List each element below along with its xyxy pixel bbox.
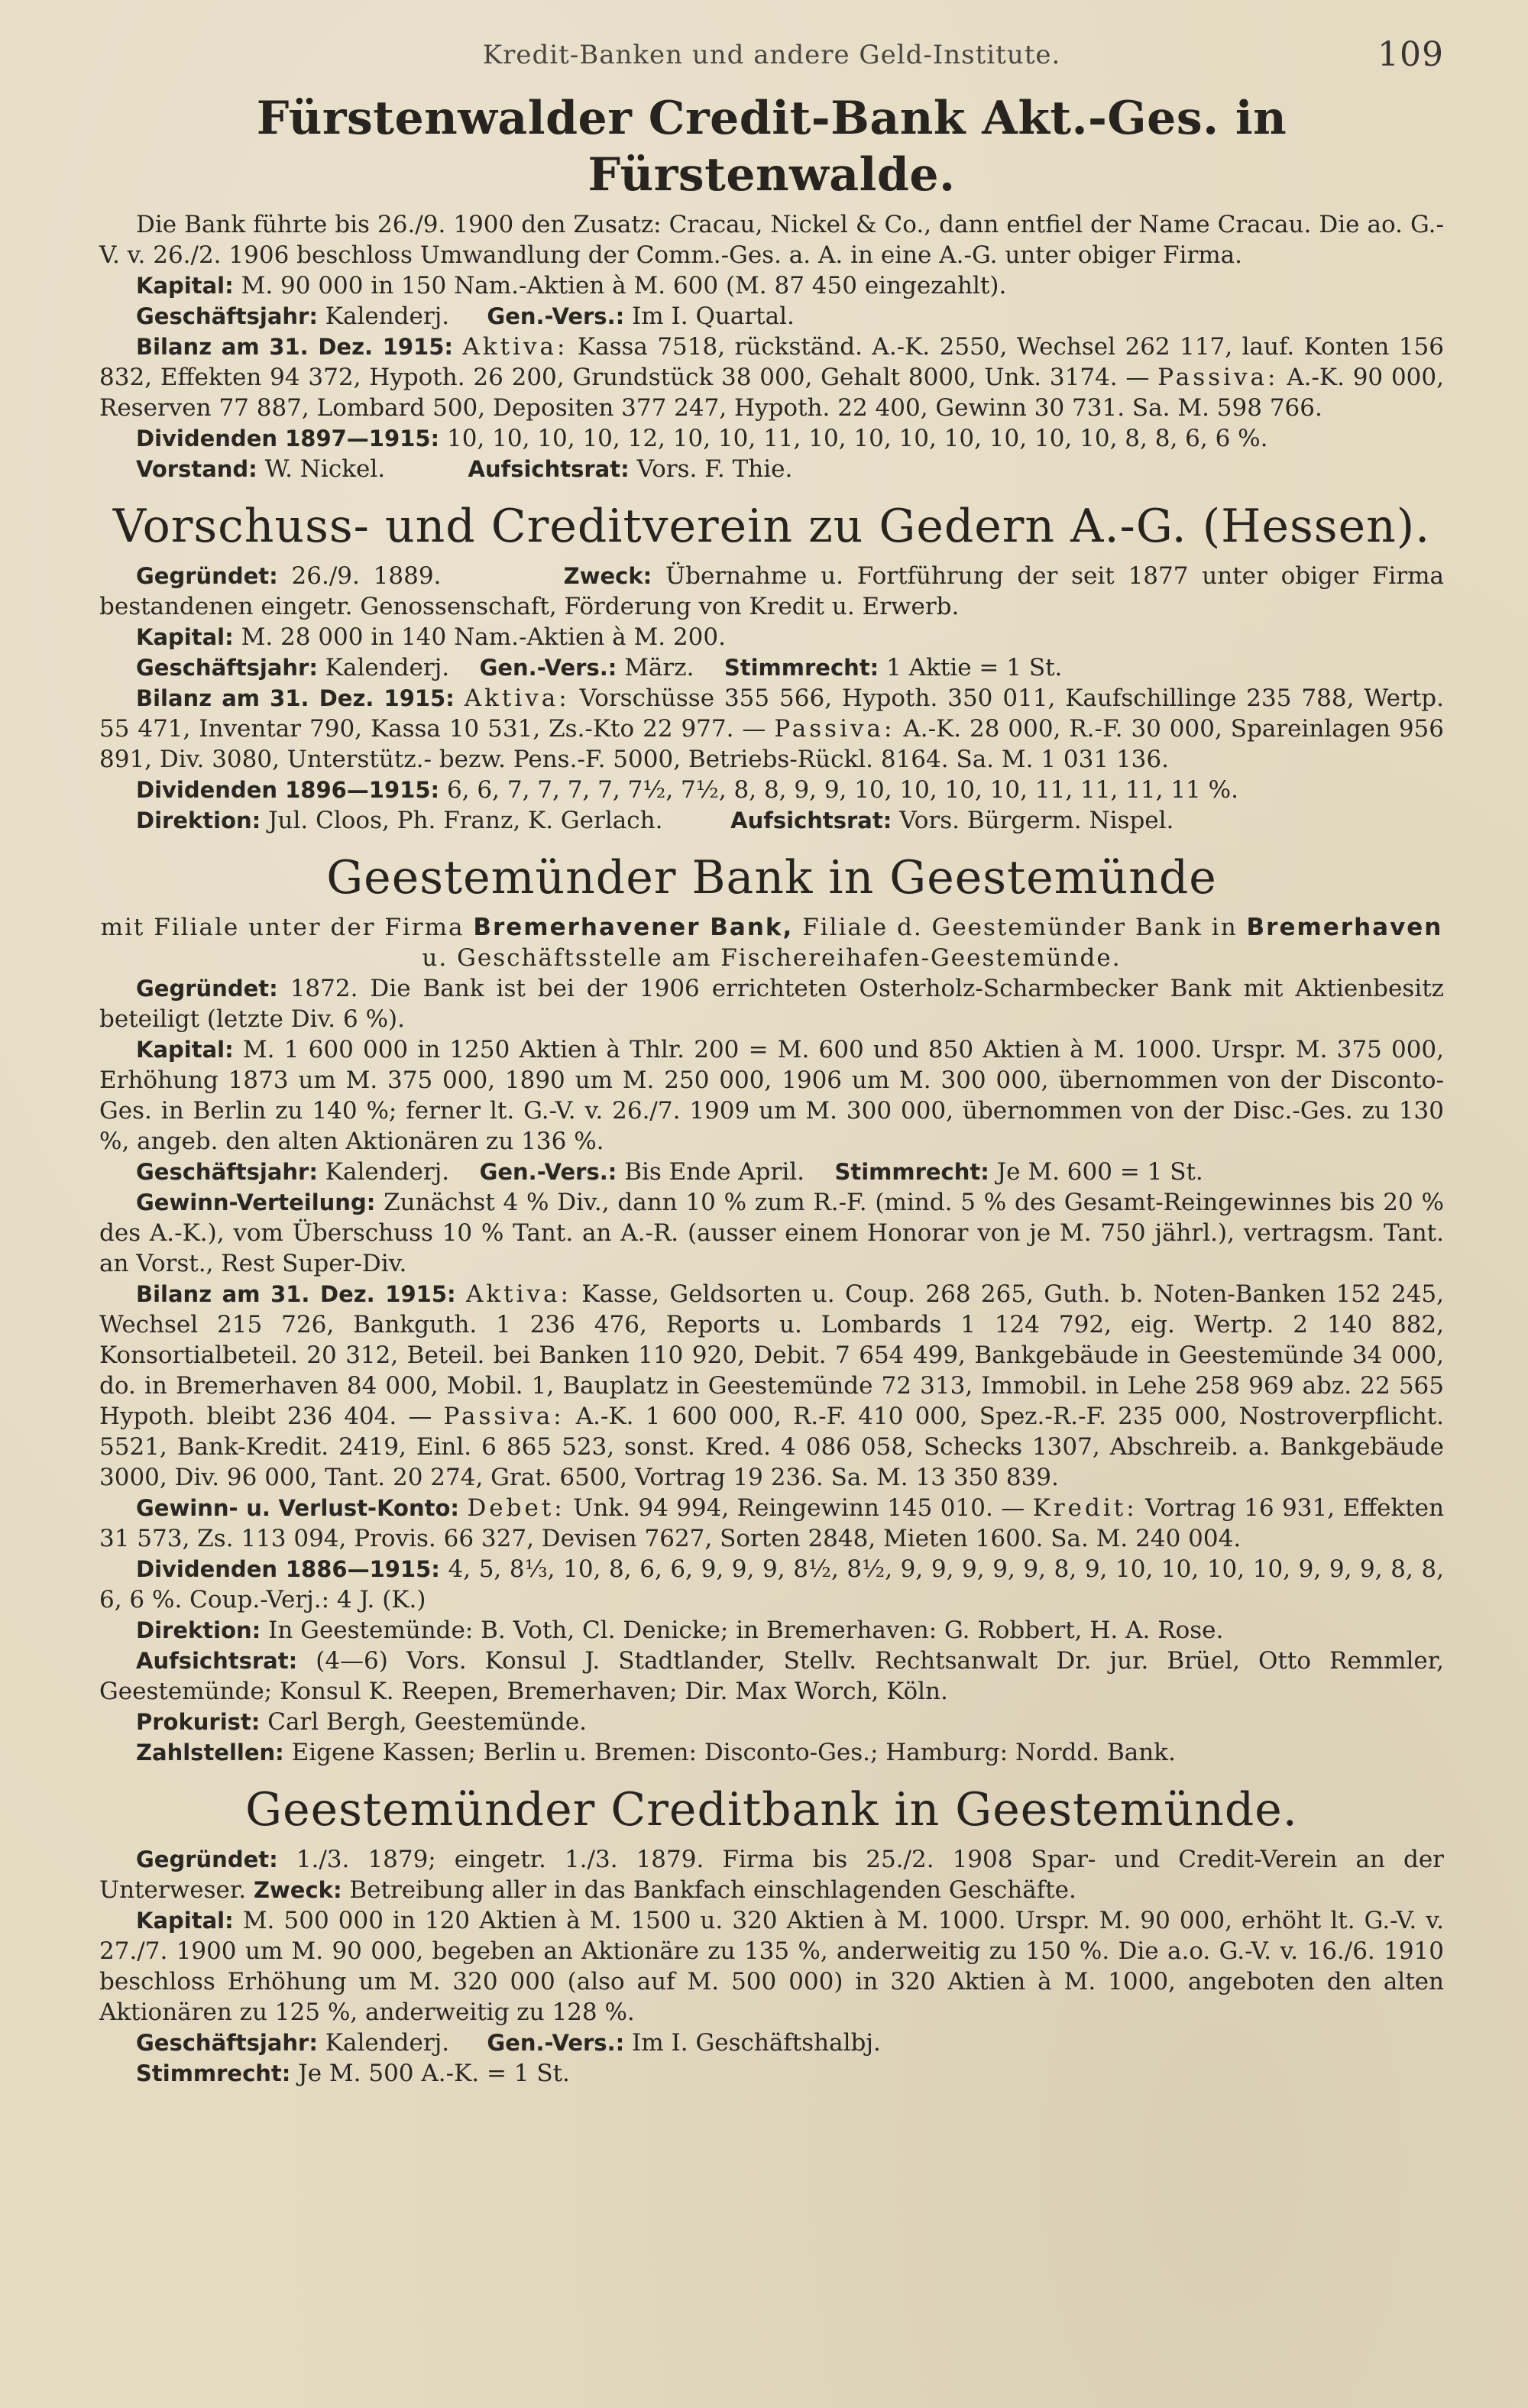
bilanz-paragraph — [99, 1279, 1444, 1493]
aufsichtsrat-text: Vors. Bürgerm. Nispel. — [899, 807, 1174, 834]
dividenden-label: Dividenden 1886—1915: — [136, 1556, 440, 1582]
gv-text: März. — [624, 654, 694, 681]
direktion-text: Jul. Cloos, Ph. Franz, K. Gerlach. — [268, 807, 663, 834]
gegruendet-paragraph — [99, 1844, 1444, 1905]
gj-label: Geschäftsjahr: — [136, 655, 318, 681]
gv-text: Im I. Geschäftshalbj. — [632, 2029, 881, 2057]
geschaeftsjahr-paragraph — [99, 1157, 1444, 1187]
passiva-text: A.-K. 1 600 000, R.-F. 410 000, Spez.-R.-F. 235 000, Nostroverpflicht. 5521, Bank-Kredit. 2419, Einl. 6 865 523, sonst. Kred. 4 086 058, Schecks 1307, Abschreib. a. Bankgebäude 3000, Div. 96 000, Tant. 20 274, Grat. 6500, Vortrag 19 236. Sa. M. 13 350 839. — [99, 1403, 1445, 1491]
subtitle-bank-name: Bremerhavener Bank, — [473, 914, 794, 941]
entry-title: Geestemünder Creditbank in Geestemünde. — [245, 1783, 1298, 1837]
dividenden-text: 4, 5, 8⅓, 10, 8, 6, 6, 9, 9, 9, 8½, 8½, 9, 9, 9, 9, 9, 8, 9, 10, 10, 10, 10, 9, 9, 9, 8, 8, 6, 6 %. Coup.-Verj.: 4 J. (K.) — [99, 1555, 1445, 1613]
prokurist-paragraph — [99, 1707, 1444, 1737]
history-paragraph: Die Bank führte bis 26./9. 1900 den Zusatz: Cracau, Nickel & Co., dann entfiel der Name Cracau. Die ao. G.-V. v. 26./2. 1906 beschloss Umwandlung der Comm.-Ges. a. A. in eine A.-G. unter obiger Firma. — [99, 211, 1444, 269]
gj-text: Kalenderj. — [325, 303, 450, 330]
stimmrecht-label: Stimmrecht: — [724, 655, 879, 681]
gegruendet-paragraph — [99, 561, 1444, 622]
bilanz-paragraph — [99, 332, 1444, 423]
entry-geestemuender-bank — [99, 850, 1444, 1768]
aktiva-text: Kassa 7518, rückständ. A.-K. 2550, Wechsel 262 117, lauf. Konten 156 832, Effekten 94 372, Hypoth. 26 200, Grundstück 38 000, Gehalt 8000, Unk. 3174. — — [99, 333, 1444, 391]
stimmrecht-text: 1 Aktie = 1 St. — [886, 654, 1063, 681]
aktiva-label: Aktiva: — [462, 333, 568, 361]
kapital-label: Kapital: — [136, 624, 234, 650]
gewinn-verteilung-label: Gewinn-Verteilung: — [136, 1189, 376, 1215]
zahlstellen-paragraph — [99, 1737, 1444, 1768]
guv-paragraph — [99, 1493, 1444, 1554]
entry-title: Vorschuss- und Creditverein zu Gedern A.-G. (Hessen). — [112, 500, 1431, 553]
stimmrecht-label: Stimmrecht: — [834, 1159, 989, 1185]
direktion-paragraph — [99, 1615, 1444, 1646]
gj-label: Geschäftsjahr: — [136, 2030, 318, 2056]
aktiva-label: Aktiva: — [464, 685, 570, 712]
dividenden-label: Dividenden 1897—1915: — [136, 426, 440, 452]
entry-gedern — [99, 498, 1444, 836]
gegruendet-label: Gegründet: — [136, 563, 278, 589]
entry-fuerstenwalde — [99, 90, 1444, 484]
gj-label: Geschäftsjahr: — [136, 1159, 318, 1185]
debet-text: Unk. 94 994, Reingewinn 145 010. — — [573, 1494, 1025, 1522]
gv-text: Im I. Quartal. — [632, 303, 795, 330]
aufsichtsrat-text: Vors. F. Thie. — [636, 455, 793, 483]
guv-label: Gewinn- u. Verlust-Konto: — [136, 1495, 460, 1521]
dividenden-label: Dividenden 1896—1915: — [136, 777, 440, 803]
kapital-paragraph — [99, 622, 1444, 652]
gj-text: Kalenderj. — [325, 2029, 450, 2057]
kapital-label: Kapital: — [136, 1908, 234, 1934]
stimmrecht-text: Je M. 600 = 1 St. — [996, 1158, 1203, 1186]
zahlstellen-label: Zahlstellen: — [136, 1740, 284, 1766]
passiva-label: Passiva: — [443, 1403, 565, 1430]
gv-label: Gen.-Vers.: — [487, 2030, 625, 2056]
stimmrecht-text: Je M. 500 A.-K. = 1 St. — [298, 2060, 570, 2087]
entry-subtitle — [99, 912, 1444, 973]
zweck-text: Betreibung aller in das Bankfach einschlagenden Geschäfte. — [349, 1876, 1076, 1904]
direktion-paragraph — [99, 805, 1444, 836]
stimmrecht-paragraph — [99, 2058, 1444, 2089]
aufsichtsrat-label: Aufsichtsrat: — [468, 456, 630, 482]
kapital-text: M. 500 000 in 120 Aktien à M. 1500 u. 320 Aktien à M. 1000. Urspr. M. 90 000, erhöht lt. G.-V. v. 27./7. 1900 um M. 90 000, begeben an Aktionäre zu 135 %, anderweitig zu 150 %. Die a.o. G.-V. v. 16./6. 1910 beschloss Erhöhung um M. 320 000 (also auf M. 500 000) in 320 Aktien à M. 1000, angeboten den alten Aktionären zu 125 %, anderweitig zu 128 %. — [99, 1907, 1444, 2026]
kapital-paragraph — [99, 1034, 1444, 1157]
gj-text: Kalenderj. — [325, 1158, 450, 1186]
running-title: Kredit-Banken und andere Geld-Institute. — [482, 40, 1061, 70]
vorstand-paragraph — [99, 454, 1444, 484]
entry-title: Fürstenwalder Credit-Bank Akt.-Ges. in Fürstenwalde. — [256, 92, 1287, 202]
aufsichtsrat-label: Aufsichtsrat: — [136, 1648, 298, 1674]
zweck-label: Zweck: — [563, 563, 652, 589]
direktion-text: In Geestemünde: B. Voth, Cl. Denicke; in Bremerhaven: G. Robbert, H. A. Rose. — [268, 1617, 1224, 1644]
geschaeftsjahr-paragraph — [99, 301, 1444, 332]
gewinn-verteilung-text: Zunächst 4 % Div., dann 10 % zum R.-F. (mind. 5 % des Gesamt-Reingewinnes bis 20 % des A.-K.), vom Überschuss 10 % Tant. an A.-R. (ausser einem Honorar von je M. 750 jährl.), vertragsm. Tant. an Vorst., Rest Super-Div. — [99, 1189, 1444, 1277]
aktiva-label: Aktiva: — [466, 1280, 571, 1308]
subtitle-part-3: u. Geschäftsstelle am Fischereihafen-Geestemünde. — [422, 944, 1122, 972]
gegruendet-paragraph — [99, 973, 1444, 1034]
subtitle-place: Bremerhaven — [1246, 914, 1443, 941]
geschaeftsjahr-paragraph — [99, 2028, 1444, 2058]
kapital-text: M. 90 000 in 150 Nam.-Aktien à M. 600 (M. 87 450 eingezahlt). — [241, 272, 1007, 299]
prokurist-text: Carl Bergh, Geestemünde. — [267, 1708, 588, 1736]
gegruendet-text: 26./9. 1889. — [291, 562, 442, 590]
kapital-text: M. 28 000 in 140 Nam.-Aktien à M. 200. — [241, 623, 726, 651]
gv-text: Bis Ende April. — [624, 1158, 805, 1186]
gegruendet-text: 1./3. 1879; eingetr. 1./3. 1879. Firma bis 25./2. 1908 Spar- und Credit-Verein an der Unterweser. — [99, 1846, 1444, 1904]
aufsichtsrat-paragraph — [99, 1646, 1444, 1707]
dividenden-paragraph — [99, 423, 1444, 454]
dividenden-paragraph — [99, 1554, 1444, 1615]
dividenden-paragraph — [99, 775, 1444, 805]
page-number: 109 — [1377, 35, 1444, 74]
gv-label: Gen.-Vers.: — [487, 303, 625, 329]
bilanz-label: Bilanz am 31. Dez. 1915: — [136, 334, 453, 360]
dividenden-text: 10, 10, 10, 10, 12, 10, 10, 11, 10, 10, 10, 10, 10, 10, 10, 8, 8, 6, 6 %. — [446, 425, 1268, 452]
entry-title: Geestemünder Bank in Geestemünde — [326, 851, 1217, 905]
running-header — [99, 34, 1444, 76]
prokurist-label: Prokurist: — [136, 1709, 261, 1735]
zweck-label: Zweck: — [253, 1877, 342, 1903]
direktion-label: Direktion: — [136, 808, 261, 833]
stimmrecht-label: Stimmrecht: — [136, 2060, 291, 2086]
gewinn-verteilung-paragraph — [99, 1187, 1444, 1279]
vorstand-label: Vorstand: — [136, 456, 257, 482]
zweck-text: Übernahme u. Fortführung der seit 1877 unter obiger Firma bestandenen eingetr. Genossenschaft, Förderung von Kredit u. Erwerb. — [99, 562, 1444, 620]
bilanz-label: Bilanz am 31. Dez. 1915: — [136, 685, 455, 711]
gj-text: Kalenderj. — [325, 654, 450, 681]
subtitle-part-1: mit Filiale unter der Firma — [100, 914, 465, 941]
kredit-text: Vortrag 16 931, Effekten 31 573, Zs. 113 094, Provis. 66 327, Devisen 7627, Sorten 2848, Mieten 1600. Sa. M. 240 004. — [99, 1494, 1445, 1552]
debet-label: Debet: — [467, 1494, 565, 1522]
gegruendet-label: Gegründet: — [136, 976, 278, 1002]
direktion-label: Direktion: — [136, 1617, 261, 1643]
kapital-paragraph — [99, 1905, 1444, 2028]
aktiva-text: Kasse, Geldsorten u. Coup. 268 265, Guth. b. Noten-Banken 152 245, Wechsel 215 726, Bankguth. 1 236 476, Reports u. Lombards 1 124 792, eig. Wertp. 2 140 882, Konsortialbeteil. 20 312, Beteil. bei Banken 110 920, Debit. 7 654 499, Bankgebäude in Geestemünde 34 000, do. in Bremerhaven 84 000, Mobil. 1, Bauplatz in Geestemünde 72 313, Immobil. in Lehe 258 969 abz. 22 565 Hypoth. bleibt 236 404. — — [99, 1280, 1445, 1430]
kredit-label: Kredit: — [1032, 1494, 1138, 1522]
aufsichtsrat-text: (4—6) Vors. Konsul J. Stadtlander, Stellv. Rechtsanwalt Dr. jur. Brüel, Otto Remmler, Geestemünde; Konsul K. Reepen, Bremerhaven; Dir. Max Worch, Köln. — [99, 1647, 1444, 1705]
geschaeftsjahr-paragraph — [99, 652, 1444, 683]
gj-label: Geschäftsjahr: — [136, 303, 318, 329]
aktiva-text: Vorschüsse 355 566, Hypoth. 350 011, Kaufschillinge 235 788, Wertp. 55 471, Inventar 790, Kassa 10 531, Zs.-Kto 22 977. — — [99, 685, 1444, 743]
vorstand-text: W. Nickel. — [264, 455, 386, 483]
kapital-label: Kapital: — [136, 273, 234, 299]
kapital-label: Kapital: — [136, 1037, 234, 1063]
kapital-text: M. 1 600 000 in 1250 Aktien à Thlr. 200 = M. 600 und 850 Aktien à M. 1000. Urspr. M. 375 000, Erhöhung 1873 um M. 375 000, 1890 um M. 250 000, 1906 um M. 300 000, übernommen von der Disconto-Ges. in Berlin zu 140 %; ferner lt. G.-V. v. 26./7. 1909 um M. 300 000, übernommen von der Disc.-Ges. zu 130 %, angeb. den alten Aktionären zu 136 %. — [99, 1036, 1444, 1155]
passiva-text: A.-K. 90 000, Reserven 77 887, Lombard 500, Depositen 377 247, Hypoth. 22 400, Gewinn 30 731. Sa. M. 598 766. — [99, 364, 1444, 422]
zahlstellen-text: Eigene Kassen; Berlin u. Bremen: Disconto-Ges.; Hamburg: Nordd. Bank. — [291, 1739, 1176, 1766]
dividenden-text: 6, 6, 7, 7, 7, 7, 7½, 7½, 8, 8, 9, 9, 10, 10, 10, 10, 11, 11, 11, 11 %. — [446, 776, 1238, 804]
bilanz-paragraph — [99, 683, 1444, 775]
passiva-label: Passiva: — [1157, 364, 1279, 391]
bilanz-label: Bilanz am 31. Dez. 1915: — [136, 1281, 456, 1307]
passiva-label: Passiva: — [774, 715, 895, 743]
gegruendet-label: Gegründet: — [136, 1846, 278, 1872]
gegruendet-text: 1872. Die Bank ist bei der 1906 errichteten Osterholz-Scharmbecker Bank mit Aktienbesitz beteiligt (letzte Div. 6 %). — [99, 975, 1444, 1033]
gv-label: Gen.-Vers.: — [479, 1159, 617, 1185]
gv-label: Gen.-Vers.: — [479, 655, 617, 681]
aufsichtsrat-label: Aufsichtsrat: — [730, 808, 892, 833]
entry-geestemuender-creditbank — [99, 1782, 1444, 2089]
passiva-text: A.-K. 28 000, R.-F. 30 000, Spareinlagen 956 891, Div. 3080, Unterstütz.- bezw. Pens.-F. 5000, Betriebs-Rückl. 8164. Sa. M. 1 031 136. — [99, 715, 1444, 773]
kapital-paragraph — [99, 270, 1444, 301]
subtitle-part-2: Filiale d. Geestemünder Bank in — [802, 914, 1238, 941]
